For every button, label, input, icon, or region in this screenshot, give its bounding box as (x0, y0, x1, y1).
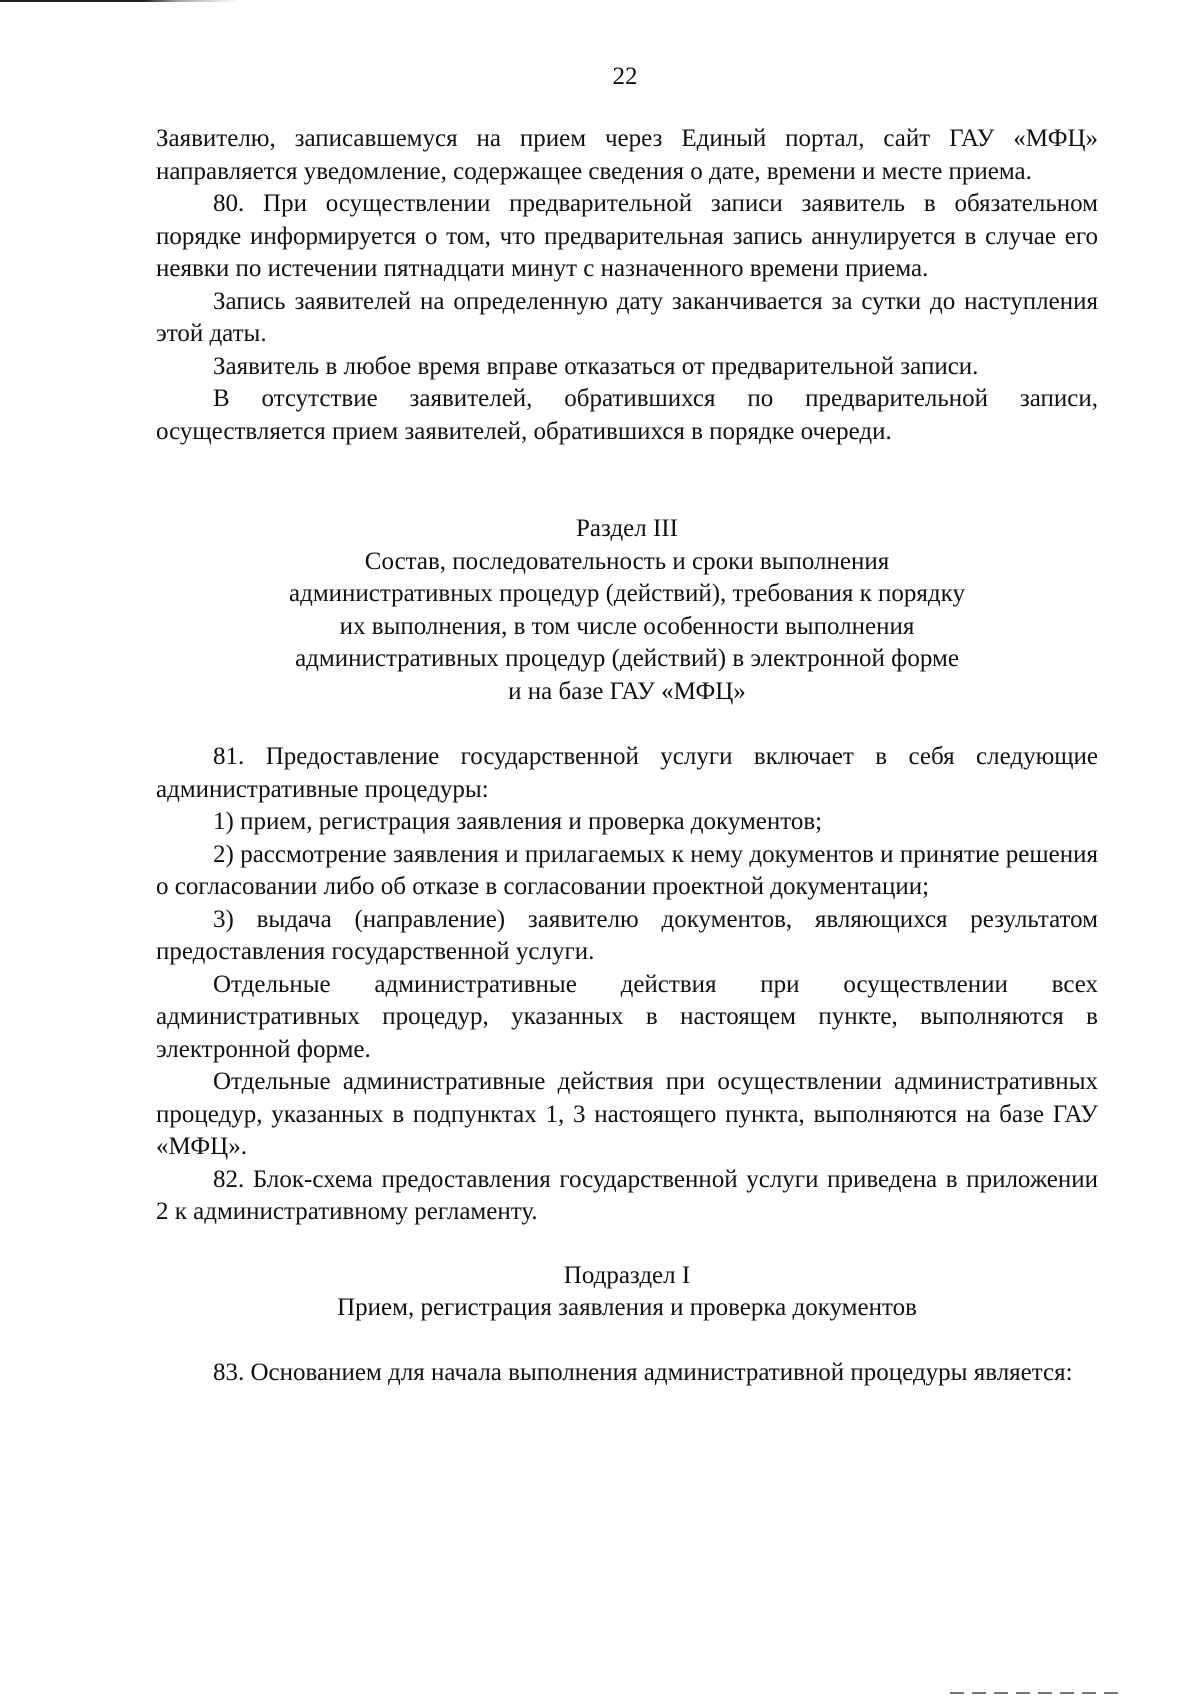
paragraph-queue-order: В отсутствие заявителей, обратившихся по предварительной записи, осуществляется прием заявителей, обратившихся в порядке очереди. (156, 385, 1098, 445)
paragraph-83: 83. Основанием для начала выполнения административной процедуры является: (213, 1358, 1073, 1386)
list-item-procedure-3: 3) выдача (направление) заявителю документов, являющихся результатом предоставления государственной услуги. (156, 905, 1098, 965)
section-label: Раздел III (576, 515, 678, 542)
section-title-line: их выполнения, в том числе особенности выполнения (339, 612, 915, 640)
list-item-procedure-1: 1) прием, регистрация заявления и проверка документов; (213, 808, 823, 835)
document-body (156, 123, 1098, 1389)
subsection-body (156, 1357, 1098, 1390)
subsection-label: Подраздел I (563, 1261, 691, 1289)
paragraph-81: 81. Предоставление государственной услуги включает в себя следующие административные процедуры: (156, 743, 1098, 803)
subsection-title: Прием, регистрация заявления и проверка документов (337, 1294, 917, 1321)
scan-edge-mark-bottom (950, 1692, 1120, 1694)
paragraph-mfc-actions: Отдельные административные действия при осуществлении административных процедур, указанных в подпунктах 1, 3 настоящего пункта, выполняются на базе ГАУ «МФЦ». (156, 1068, 1098, 1160)
section-title-line: административных процедур (действий), требования к порядку (289, 580, 965, 607)
section-title-line: административных процедур (действий) в электронной форме (295, 645, 959, 672)
paragraph-82: 82. Блок-схема предоставления государственной услуги приведена в приложении 2 к административному регламенту. (156, 1165, 1098, 1225)
paragraph-cancel-right: Заявитель в любое время вправе отказаться от предварительной записи. (213, 352, 979, 380)
paragraph-notification: Заявителю, записавшемуся на прием через Единый портал, сайт ГАУ «МФЦ» направляется уведомление, содержащее сведения о дате, времени и месте приема. (156, 125, 1098, 185)
paragraph-80: 80. При осуществлении предварительной записи заявитель в обязательном порядке информируется о том, что предварительная запись аннулируется в случае его неявки по истечении пятнадцати минут с назначенного времени приема. (156, 190, 1098, 282)
page-number: 22 (612, 63, 638, 90)
paragraph-booking-deadline: Запись заявителей на определенную дату заканчивается за сутки до наступления этой даты. (156, 287, 1098, 347)
section-body (156, 741, 1098, 1229)
subsection-heading (156, 1260, 1098, 1325)
paragraph-electronic-actions: Отдельные административные действия при осуществлении всех административных процедур, указанных в настоящем пункте, выполняются в электронной форме. (156, 970, 1098, 1063)
section-heading (156, 513, 1098, 708)
section-title-line: и на базе ГАУ «МФЦ» (508, 677, 746, 705)
list-item-procedure-2: 2) рассмотрение заявления и прилагаемых к нему документов и принятие решения о согласовании либо об отказе в согласовании проектной документации; (156, 840, 1098, 900)
section-title-line: Состав, последовательность и сроки выполнения (364, 547, 890, 575)
scan-edge-mark (0, 0, 240, 2)
